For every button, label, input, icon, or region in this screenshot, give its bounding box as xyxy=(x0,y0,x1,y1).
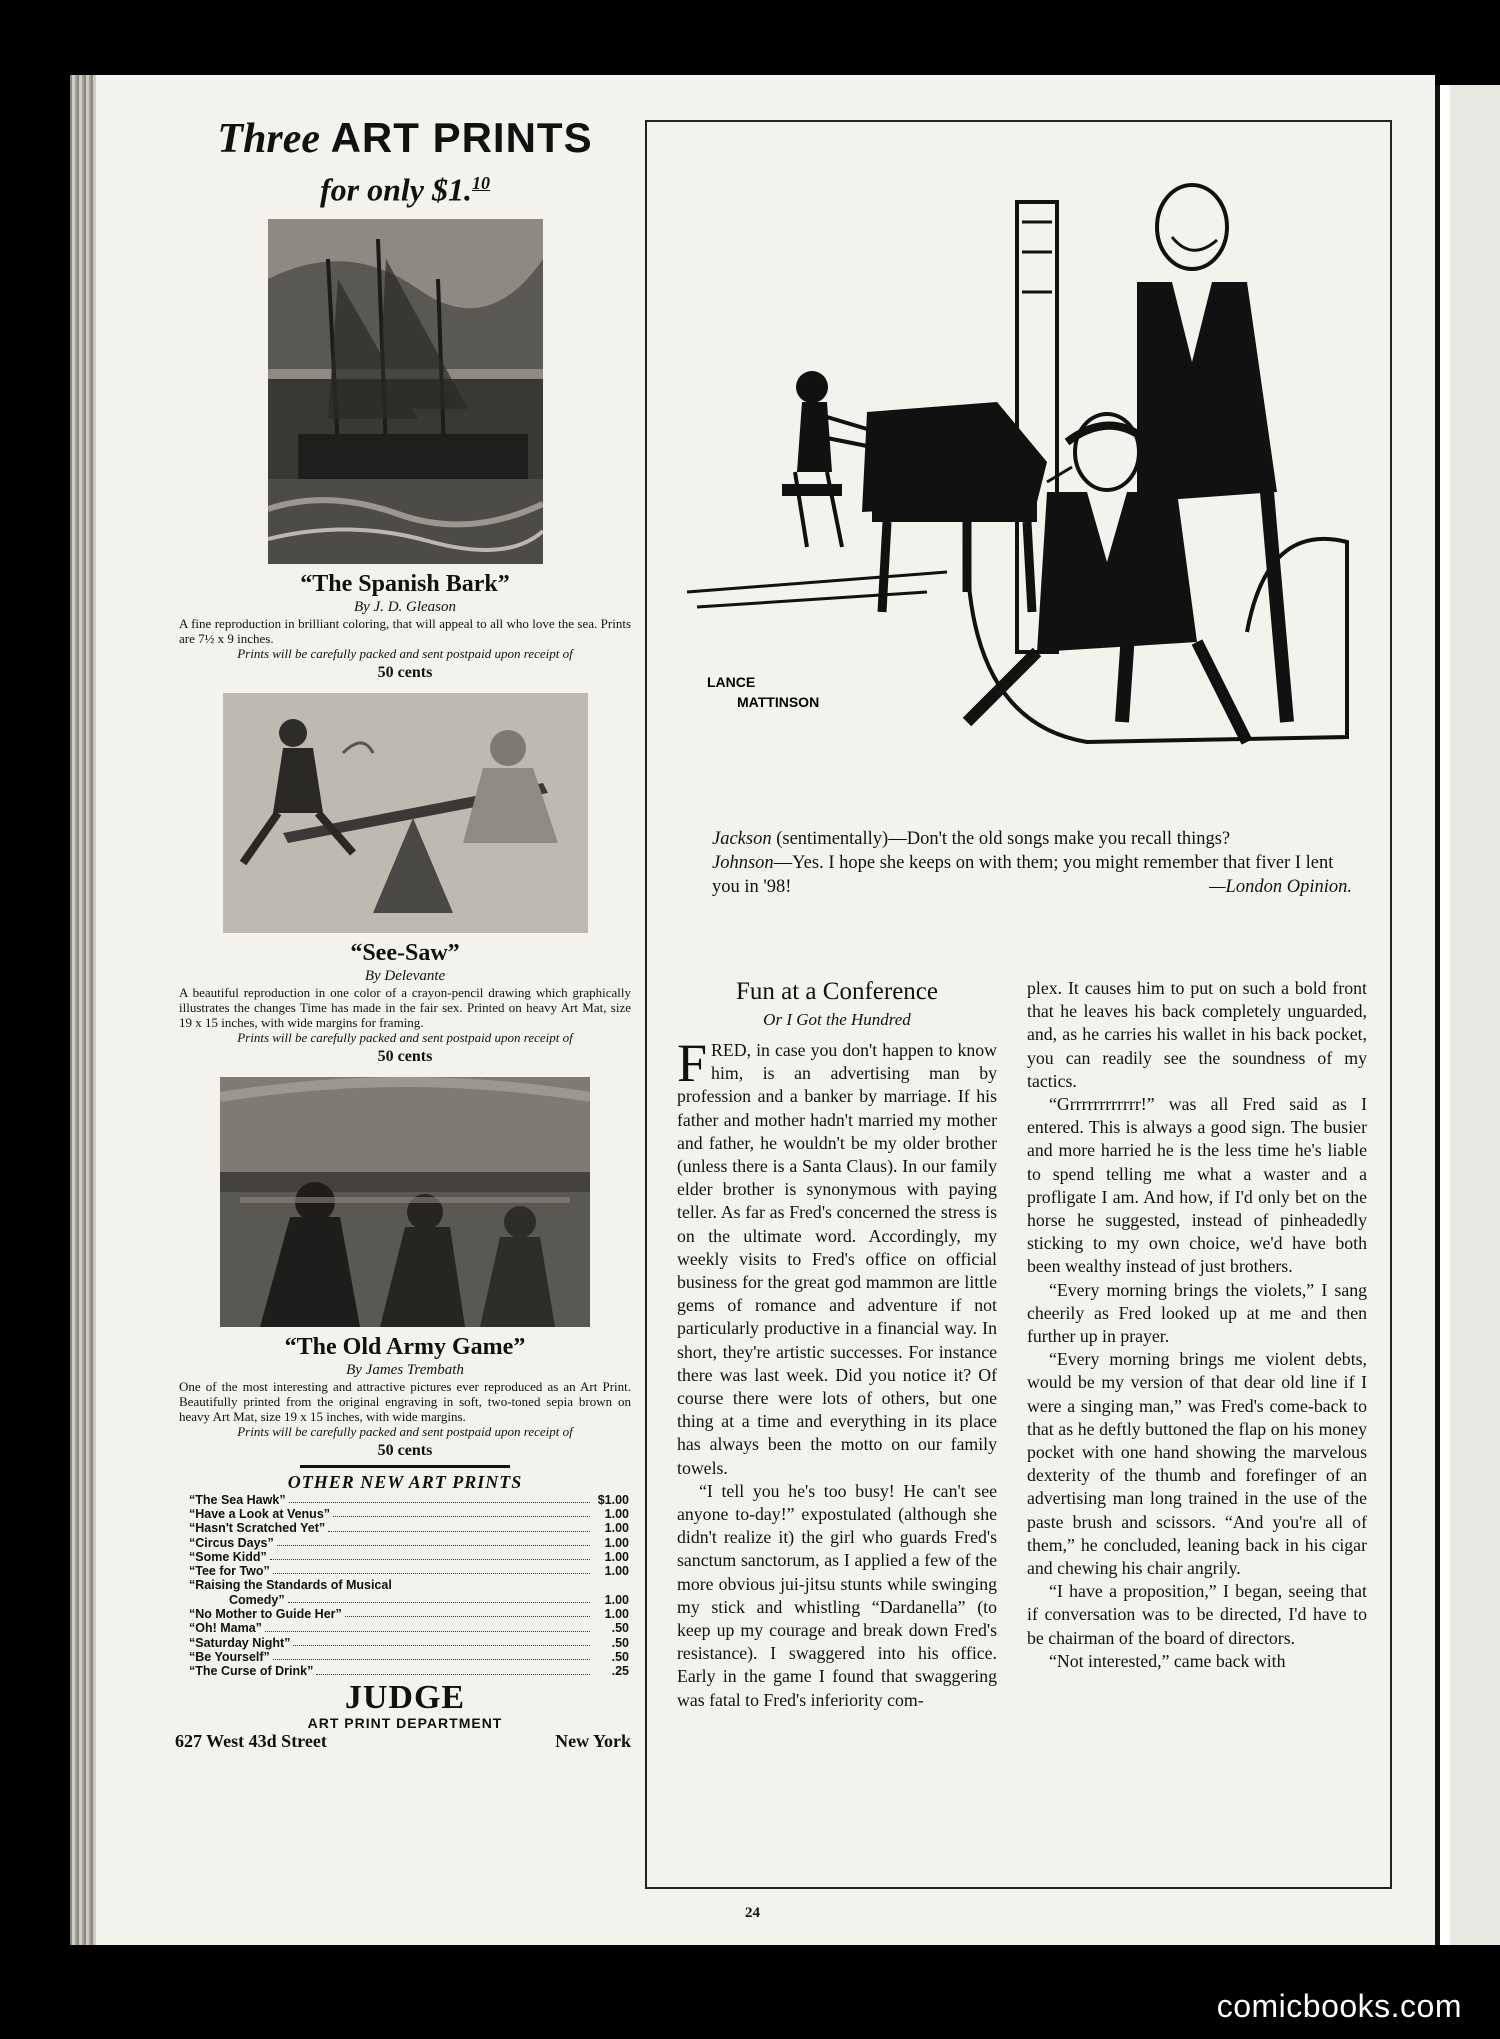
print-description: One of the most interesting and attractive pictures ever reproduced as an Art Print. Beautifully printed from the original engraving in soft, two-toned sepia brown on heavy Art Mat, size 19 x 15 inches, with wide margins. xyxy=(179,1378,631,1424)
other-print-price: 1.00 xyxy=(604,1607,629,1622)
print-note: Prints will be carefully packed and sent postpaid upon receipt of xyxy=(237,645,573,661)
other-print-row xyxy=(189,1650,629,1664)
other-print-name: “Be Yourself” xyxy=(189,1649,270,1664)
dot-leader xyxy=(273,1650,590,1660)
dot-leader xyxy=(273,1564,590,1574)
print-artist: By James Trembath xyxy=(346,1361,464,1378)
divider-rule xyxy=(300,1465,510,1468)
artist-signature-line2: MATTINSON xyxy=(737,694,820,710)
ad-headline xyxy=(175,115,635,162)
ad-headline-caps: ART PRINTS xyxy=(330,114,593,161)
spanish-bark-image xyxy=(268,219,543,564)
article-paragraph: “Every morning brings me violent debts, would be my version of that dear old line if I were a singing man,” was Fred's come-back to that as he deftly buttoned the flap on his money pocket with one hand showing the marvelous dexterity of the thumb and forefinger of an advertising man long trained in the use of the paste brush and scissors. “And you're all of them,” he concluded, leaning back in his cigar and chewing his chair angrily. xyxy=(1027,1349,1367,1579)
other-print-row xyxy=(189,1550,629,1564)
dot-leader xyxy=(277,1536,590,1546)
city: New York xyxy=(555,1730,631,1751)
other-print-row xyxy=(189,1578,629,1592)
print-description: A beautiful reproduction in one color of a crayon-pencil drawing which graphically illustrates the changes Time has made in the fair sex. Printed on heavy Art Mat, size 19 x 15 inches, with wide margins for framing. xyxy=(179,984,631,1030)
article-paragraph: “Grrrrrrrrrrrr!” was all Fred said as I entered. This is always a good sign. The busier and more harried he is the less time he's liable to spend telling me what a waster and a profligate I am. And how, if I'd only bet on the horse he suggested, instead of pinheadedly sticking to my own choice, we'd have both been wealthy instead of just brothers. xyxy=(1027,1094,1367,1277)
other-print-row xyxy=(189,1564,629,1578)
magazine-page xyxy=(70,75,1435,1945)
address-line xyxy=(175,1731,635,1752)
caption-speaker: Johnson xyxy=(712,853,774,873)
other-print-price: 1.00 xyxy=(604,1564,629,1579)
publisher-name: JUDGE xyxy=(344,1678,466,1716)
other-print-price: 1.00 xyxy=(604,1506,629,1521)
cartoon-illustration xyxy=(667,162,1367,762)
paragraph-text: RED, in case you don't happen to know him, is an advertising man by profession and a banker by marriage. If his father and mother hadn't married my mother and father, he wouldn't be my older brother (unless there is a Santa Claus). In our family elder brother is synonymous with paying teller. As far as Fred's concerned the stress is on the ultimate word. Accordingly, my weekly visits to Fred's office on official business for the great god mammon are little gems of romance and adventure if not particularly productive in a financial way. In short, they're artistic successes. For instance there was last week. Did you notice it? Of course there were lots of others, but one thing at a time and everything in its place has always been the motto on our family towels. xyxy=(677,1040,997,1478)
caption-line-2 xyxy=(712,851,1352,899)
article-paragraph: “Not interested,” came back with xyxy=(1049,1650,1286,1671)
dot-leader xyxy=(289,1493,590,1503)
other-print-row xyxy=(189,1621,629,1635)
other-print-price: 1.00 xyxy=(604,1549,629,1564)
other-print-row xyxy=(189,1636,629,1650)
ad-price-cents: 10 xyxy=(472,173,490,193)
print-price: 50 cents xyxy=(377,663,433,681)
article-paragraph xyxy=(677,1033,997,1480)
other-print-name: “Hasn't Scratched Yet” xyxy=(189,1521,326,1536)
article-column-1 xyxy=(677,977,997,1712)
other-print-row xyxy=(189,1664,629,1678)
ad-price-text: for only $1. xyxy=(320,171,472,208)
other-print-name: “Saturday Night” xyxy=(189,1635,291,1650)
ad-headline-word: Three xyxy=(217,116,321,162)
article-frame xyxy=(645,120,1392,1889)
other-print-price xyxy=(593,1578,629,1592)
dot-leader xyxy=(328,1521,590,1531)
caption-line-1 xyxy=(712,827,1352,851)
print-title: “The Old Army Game” xyxy=(284,1333,526,1360)
other-print-row xyxy=(189,1536,629,1550)
article-paragraph: “Every morning brings the violets,” I sang cheerily as Fred looked up at me and then further up in prayer. xyxy=(1027,1279,1367,1347)
other-print-price: .50 xyxy=(611,1635,629,1650)
street-address: 627 West 43d Street xyxy=(175,1730,327,1751)
article-paragraph: plex. It causes him to put on such a bold front that he leaves his back completely unguarded, and, as he carries his wallet in his back pocket, you can readily see the soundness of my tactics. xyxy=(1027,978,1367,1091)
facing-page-band xyxy=(1440,85,1450,1945)
print-title: “The Spanish Bark” xyxy=(300,570,510,597)
other-print-name: “Raising the Standards of Musical xyxy=(189,1578,392,1593)
other-print-row xyxy=(189,1607,629,1621)
other-print-name: “Oh! Mama” xyxy=(189,1621,262,1636)
other-print-price: $1.00 xyxy=(597,1492,629,1507)
other-print-row xyxy=(189,1493,629,1507)
other-print-price: 1.00 xyxy=(604,1592,629,1607)
dot-leader xyxy=(333,1507,590,1517)
print-description: A fine reproduction in brilliant coloring, that will appeal to all who love the sea. Prints are 7½ x 9 inches. xyxy=(179,615,631,646)
article-paragraph: “I tell you he's too busy! He can't see anyone to-day!” expostulated (although she didn't realize it) the girl who guards Fred's sanctum sanctorum, as I applied a few of the more obvious jui-jitsu stunts while swinging my stick and whistling “Dardanella” (to keep up my courage and break down Fred's resistance). I swaggered into his office. Early in the game I found that swaggering was fatal to Fred's inferiority com- xyxy=(677,1480,997,1710)
print-artist: By Delevante xyxy=(364,967,446,984)
dot-leader xyxy=(288,1593,590,1603)
article-subtitle: Or I Got the Hundred xyxy=(763,1010,911,1029)
department-name: ART PRINT DEPARTMENT xyxy=(307,1714,503,1731)
other-print-price: 1.00 xyxy=(604,1521,629,1536)
print-note: Prints will be carefully packed and sent postpaid upon receipt of xyxy=(237,1029,573,1045)
other-print-name: “The Sea Hawk” xyxy=(189,1492,286,1507)
artist-signature-line1: LANCE xyxy=(707,674,756,690)
other-print-row xyxy=(189,1521,629,1535)
page-number: 24 xyxy=(745,1905,760,1921)
article-paragraph: “I have a proposition,” I began, seeing that if conversation was to be directed, I'd have to be chairman of the board of directors. xyxy=(1027,1581,1367,1648)
other-print-name: “Some Kidd” xyxy=(189,1549,267,1564)
other-print-price: 1.00 xyxy=(604,1535,629,1550)
print-artist: By J. D. Gleason xyxy=(353,598,457,615)
other-print-name: “No Mother to Guide Her” xyxy=(189,1607,342,1622)
dot-leader xyxy=(265,1621,590,1631)
ad-subheadline xyxy=(175,164,635,209)
dot-leader xyxy=(316,1664,590,1674)
old-army-game-image xyxy=(220,1077,590,1327)
dot-leader xyxy=(345,1607,590,1617)
dot-leader xyxy=(270,1550,590,1560)
print-note: Prints will be carefully packed and sent postpaid upon receipt of xyxy=(237,1423,573,1439)
cartoon-caption xyxy=(712,827,1352,899)
article-column-2 xyxy=(1027,977,1367,1673)
caption-text: —Yes. I hope she keeps on with them; you might remember that fiver I lent you in '98! xyxy=(712,853,1334,897)
print-price: 50 cents xyxy=(377,1047,433,1065)
other-print-name: “Circus Days” xyxy=(189,1535,274,1550)
dot-leader xyxy=(293,1636,590,1646)
other-print-row xyxy=(189,1507,629,1521)
other-print-price: .25 xyxy=(611,1664,629,1679)
see-saw-image xyxy=(223,693,588,933)
other-print-price: .50 xyxy=(611,1621,629,1636)
other-print-row xyxy=(189,1593,629,1607)
dot-leader xyxy=(395,1578,590,1588)
book-spine xyxy=(70,75,96,1945)
art-prints-ad xyxy=(175,115,635,1752)
facing-page-edge xyxy=(1435,85,1500,1945)
other-print-name: “Have a Look at Venus” xyxy=(189,1506,331,1521)
site-watermark: comicbooks.com xyxy=(1216,1988,1462,2024)
caption-source: —London Opinion. xyxy=(1209,877,1352,897)
other-print-name: “The Curse of Drink” xyxy=(189,1664,314,1679)
other-print-name: “Tee for Two” xyxy=(189,1564,270,1579)
print-price: 50 cents xyxy=(377,1441,433,1459)
caption-text: (sentimentally)—Don't the old songs make you recall things? xyxy=(771,829,1231,849)
drop-cap: F xyxy=(677,1033,708,1093)
other-prints-heading: OTHER NEW ART PRINTS xyxy=(287,1471,523,1492)
other-prints-list xyxy=(175,1493,635,1679)
article-title: Fun at a Conference xyxy=(735,978,938,1005)
caption-speaker: Jackson xyxy=(712,829,772,849)
print-title: “See-Saw” xyxy=(350,939,460,966)
other-print-name: Comedy” xyxy=(229,1592,285,1607)
other-print-price: .50 xyxy=(611,1649,629,1664)
